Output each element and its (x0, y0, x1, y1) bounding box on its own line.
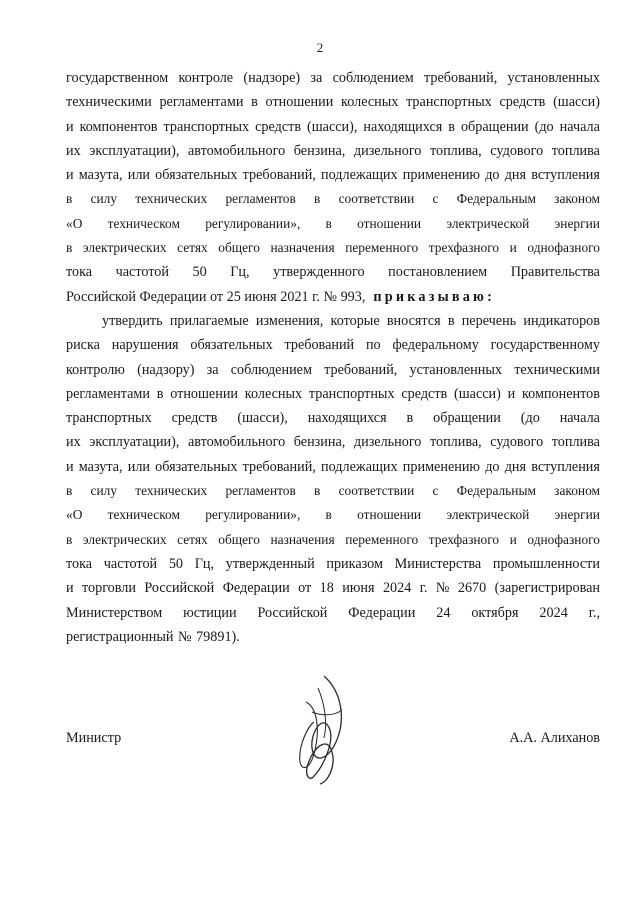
paragraph-1-final-line (66, 285, 600, 309)
document-body (66, 66, 600, 649)
word: Федеральным (456, 191, 536, 207)
word: в (448, 118, 455, 135)
word: контроле (178, 70, 234, 86)
word: их (66, 434, 81, 451)
word: электрической (446, 507, 530, 523)
word: энергии (554, 507, 600, 523)
word: или (127, 167, 150, 184)
word: в (325, 507, 332, 523)
text-line (66, 430, 600, 454)
word: вступления (531, 167, 600, 184)
word: техническом (107, 215, 180, 231)
word: начала (559, 410, 600, 427)
word: 2024 (539, 604, 568, 621)
word: отношении (357, 215, 422, 231)
word: силу (90, 483, 118, 499)
text-line (66, 406, 600, 430)
word: топлива (551, 434, 600, 451)
word: Федерации (222, 580, 290, 597)
word: автомобильного (188, 434, 286, 451)
word: средств (255, 118, 302, 135)
word: и (509, 531, 517, 547)
word: дизельного (353, 434, 422, 451)
word: технических (135, 483, 208, 499)
word: по (365, 337, 381, 354)
word: транспортных (308, 385, 395, 402)
paragraph-1-end-text: Российской Федерации от 25 июня 2021 г. № 993, (66, 288, 366, 305)
text-line (66, 503, 600, 527)
word: (зарегистрирован (494, 580, 600, 597)
word: переменного (345, 531, 419, 547)
order-word: приказываю: (373, 288, 495, 305)
word: требований, (242, 458, 316, 475)
word: Федеральным (456, 483, 536, 499)
word: индикаторов (523, 312, 600, 329)
word: общего (218, 240, 260, 256)
word: дня (504, 167, 527, 184)
word: мазута, (78, 167, 123, 184)
word: утвержденного (273, 264, 365, 281)
word: законом (554, 191, 600, 207)
word: (шасси) (553, 94, 600, 111)
word: общего (218, 531, 260, 547)
word: регламентами (159, 94, 244, 111)
word: судового (490, 434, 544, 451)
word: тока (66, 264, 93, 281)
word: транспортных (406, 94, 492, 111)
text-line (66, 187, 600, 211)
word: трехфазного (428, 531, 500, 547)
word: в (325, 215, 332, 231)
word: частотой (115, 264, 169, 281)
word: (до (534, 118, 554, 135)
word: обязательных (155, 458, 238, 475)
signatory-name: А.А. Алиханов (509, 730, 600, 746)
word: «О (66, 507, 83, 523)
word: применению (402, 167, 481, 184)
word: Гц, (194, 555, 215, 572)
word: однофазного (527, 531, 600, 547)
word: за (310, 70, 323, 86)
word: вступления (531, 458, 600, 475)
word: соблюдением (230, 361, 312, 378)
word: перечень (461, 312, 517, 329)
text-line (66, 236, 600, 260)
word: в (156, 385, 164, 402)
word: и (66, 580, 74, 597)
word: 24 (436, 604, 451, 621)
word: № (435, 580, 450, 597)
word: Российской (257, 604, 328, 621)
text-line (66, 163, 600, 187)
word: электрической (446, 215, 530, 231)
word: техническими (514, 361, 600, 378)
word: (до (520, 410, 540, 427)
word: переменного (345, 240, 419, 256)
signature-block (66, 730, 600, 754)
word: требований, (424, 70, 498, 86)
paragraph-2-end-text: регистрационный № 79891). (66, 628, 240, 645)
word: (надзоре) (243, 70, 301, 86)
word: техническими (66, 94, 152, 111)
word: (шасси), (307, 118, 358, 135)
word: обращении (433, 410, 501, 427)
word: обращении (460, 118, 529, 135)
text-line (66, 115, 600, 139)
word: г. (419, 580, 428, 597)
word: Российской (144, 580, 215, 597)
word: назначения (270, 240, 335, 256)
word: (шасси) (454, 385, 501, 402)
word: эксплуатации), (89, 434, 180, 451)
word: в (314, 483, 321, 499)
paragraph-2-final-line (66, 625, 600, 649)
word: тока (66, 555, 93, 572)
word: отношении (170, 385, 239, 402)
word: (шасси), (237, 410, 288, 427)
word: (надзору) (137, 361, 195, 378)
word: отношении (357, 507, 422, 523)
word: «О (66, 215, 83, 231)
word: однофазного (527, 240, 600, 256)
word: электрических (82, 531, 167, 547)
word: назначения (270, 531, 335, 547)
word: их (66, 142, 81, 159)
word: 50 (168, 555, 184, 572)
word: регулировании», (205, 507, 301, 523)
word: 2670 (457, 580, 487, 597)
word: в (447, 312, 455, 329)
word: Правительства (510, 264, 600, 281)
word: риска (66, 337, 100, 354)
text-line (66, 552, 600, 576)
word: или (127, 458, 150, 475)
text-line (66, 479, 600, 503)
word: средств (401, 385, 448, 402)
text-line (66, 90, 600, 114)
word: в (66, 191, 73, 207)
word: октября (471, 604, 519, 621)
text-line (66, 212, 600, 236)
text-line (66, 139, 600, 163)
word: прилагаемые (169, 312, 249, 329)
word: транспортных (66, 410, 152, 427)
word: и (66, 118, 74, 135)
word: юстиции (183, 604, 237, 621)
word: технических (135, 191, 208, 207)
word: применению (402, 458, 481, 475)
word: требований (284, 337, 355, 354)
word: судового (490, 142, 544, 159)
word: Министерством (66, 604, 163, 621)
word: обязательных (190, 337, 273, 354)
word: до (485, 458, 500, 475)
text-line (66, 601, 600, 625)
text-line (66, 576, 600, 600)
word: Федерации (348, 604, 416, 621)
word: частотой (103, 555, 158, 572)
word: контролю (66, 361, 125, 378)
word: в (66, 531, 73, 547)
word: приказом (326, 555, 383, 572)
word: дизельного (353, 142, 422, 159)
word: установленных (409, 361, 502, 378)
word: требований, (324, 361, 398, 378)
word: регулировании», (205, 215, 301, 231)
word: постановлением (388, 264, 488, 281)
word: эксплуатации), (89, 142, 180, 159)
word: транспортных (163, 118, 250, 135)
word: утвержденный (225, 555, 315, 572)
word: подлежащих (321, 458, 398, 475)
word: регламентами (66, 385, 150, 402)
word: и (66, 458, 74, 475)
text-line (66, 260, 600, 284)
word: установленных (507, 70, 600, 86)
paragraph-2 (66, 309, 600, 625)
word: требований, (242, 167, 316, 184)
word: 50 (192, 264, 207, 281)
word: государственном (66, 70, 169, 86)
word: техническом (107, 507, 180, 523)
text-line (66, 528, 600, 552)
word: и (66, 167, 74, 184)
word: находящихся (363, 118, 443, 135)
word: торговли (82, 580, 136, 597)
word: топлива, (429, 434, 482, 451)
word: соответствии (338, 191, 415, 207)
text-line (66, 333, 600, 357)
word: топлива, (429, 142, 482, 159)
word: колесных (244, 385, 303, 402)
word: подлежащих (321, 167, 398, 184)
word: отношении (265, 94, 334, 111)
word: нарушения (111, 337, 179, 354)
word: топлива (551, 142, 600, 159)
text-line (66, 66, 600, 90)
paragraph-1 (66, 66, 600, 285)
word: дня (504, 458, 527, 475)
word: бензина, (293, 142, 346, 159)
word: до (485, 167, 500, 184)
page-number: 2 (316, 40, 324, 55)
word: 18 (319, 580, 334, 597)
text-line (66, 358, 600, 382)
signatory-title: Министр (66, 730, 122, 746)
word: изменения, (255, 312, 324, 329)
word: которые (330, 312, 380, 329)
word: соблюдением (332, 70, 414, 86)
word: в (251, 94, 258, 111)
word: в (406, 410, 414, 427)
word: за (206, 361, 219, 378)
word: компонентов (79, 118, 158, 135)
word: колесных (341, 94, 399, 111)
word: утвердить (102, 312, 163, 329)
word: энергии (554, 215, 600, 231)
word: законом (554, 483, 600, 499)
word: и (507, 385, 516, 402)
word: и (509, 240, 517, 256)
word: государственному (490, 337, 600, 354)
text-line (66, 309, 600, 333)
word: с (432, 483, 439, 499)
word: июня (342, 580, 375, 597)
text-line (66, 382, 600, 406)
word: средств (499, 94, 546, 111)
word: вносятся (386, 312, 441, 329)
word: средств (171, 410, 218, 427)
word: находящихся (307, 410, 387, 427)
word: Гц, (230, 264, 250, 281)
word: регламентов (225, 483, 296, 499)
word: в (314, 191, 321, 207)
word: автомобильного (188, 142, 286, 159)
word: регламентов (225, 191, 296, 207)
word: в (66, 240, 73, 256)
word: компонентов (521, 385, 600, 402)
word: соответствии (338, 483, 415, 499)
word: с (432, 191, 439, 207)
word: силу (90, 191, 118, 207)
word: федеральному (392, 337, 479, 354)
text-line (66, 455, 600, 479)
word: промышленности (492, 555, 600, 572)
word: трехфазного (428, 240, 500, 256)
word: мазута, (78, 458, 123, 475)
word: обязательных (155, 167, 238, 184)
word: сетях (177, 240, 208, 256)
word: 2024 (382, 580, 412, 597)
word: начала (559, 118, 600, 135)
word: электрических (82, 240, 167, 256)
word: сетях (177, 531, 208, 547)
word: от (298, 580, 312, 597)
word: г., (588, 604, 600, 621)
word: бензина, (293, 434, 346, 451)
word: в (66, 483, 73, 499)
word: Министерства (394, 555, 482, 572)
